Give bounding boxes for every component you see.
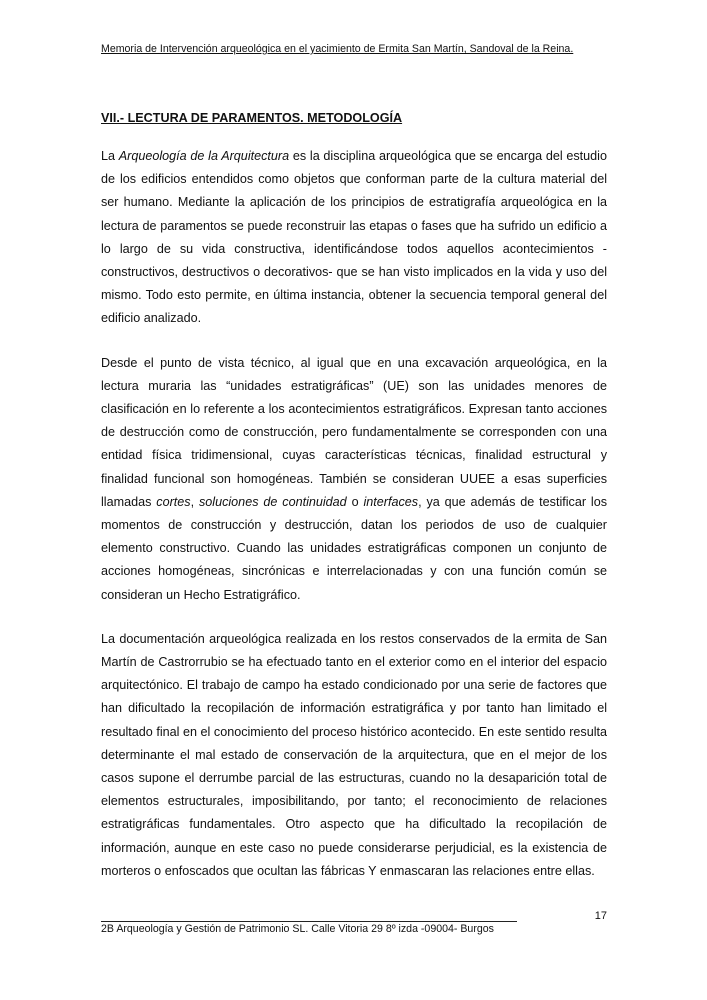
paragraph-2-italic-interfaces: interfaces [363, 494, 419, 509]
paragraph-2-italic-soluciones: soluciones de continuidad [198, 494, 347, 509]
paragraph-1-part-c: es la disciplina arqueológica que se encarga del estudio de los edificios entendidos como objetos que conforman parte de la cultura material del ser humano. Mediante la aplicación de los principios de estratigrafía arqueológica en la lectura de paramentos se puede reconstruir las etapas o fases que ha sufrido un edificio a lo largo de su vida constructiva, identificándose todos aquellos acontecimientos -constructivos, destructivos o decorativos- que se han visto implicados en la vida y uso del mismo. Todo esto permite, en última instancia, obtener la secuencia temporal general del edificio analizado. [101, 149, 607, 326]
paragraph-2 [101, 352, 607, 607]
footer-divider [101, 921, 517, 922]
paragraph-1-italic-term: Arqueología de la Arquitectura [118, 149, 290, 163]
paragraph-3: La documentación arqueológica realizada en los restos conservados de la ermita de San Martín de Castrorrubio se ha efectuado tanto en el exterior como en el interior del espacio arquitectónico. El trabajo de campo ha estado condicionado por una serie de factores que han dificultado la recopilación de información estratigráfica y por tanto han limitado el resultado final en el conocimiento del proceso histórico acontecido. En este sentido resulta determinante el mal estado de conservación de la arquitectura, que en el mejor de los casos supone el derrumbe parcial de las estructuras, cuando no la desaparición total de elementos estructurales, imposibilitando, por tanto; el reconocimiento de relaciones estratigráficas fundamentales. Otro aspecto que ha dificultado la recopilación de información, aunque en este caso no puede considerarse perjudicial, es la existencia de morteros o enfoscados que ocultan las fábricas Y enmascaran las relaciones entre ellas. [101, 631, 607, 878]
paragraph-2-part-g: , ya que además de testificar los momentos de construcción y destrucción, datan los periodos de uso de cualquier elemento constructivo. Cuando las unidades estratigráficas componen un conjunto de acciones homogéneas, sincrónicas e interrelacionadas y con una función común se consideran un Hecho Estratigráfico. [101, 494, 608, 602]
running-header: Memoria de Intervención arqueológica en el yacimiento de Ermita San Martín, Sandoval de la Reina. [101, 43, 574, 55]
section-heading: VII.- LECTURA DE PARAMENTOS. METODOLOGÍA [101, 111, 403, 125]
paragraph-2-italic-cortes: cortes [156, 494, 191, 509]
paragraph-1-part-a: La [101, 149, 119, 163]
paragraph-1 [101, 145, 607, 331]
paragraph-2-part-c: , [190, 494, 199, 509]
running-footer: 2B Arqueología y Gestión de Patrimonio SL. Calle Vitoria 29 8º izda -09004- Burgos [101, 923, 494, 935]
paragraph-2-part-e: o [346, 494, 364, 509]
body-text [101, 145, 607, 904]
page-number: 17 [594, 910, 607, 922]
paragraph-2-part-a: Desde el punto de vista técnico, al igual que en una excavación arqueológica, en la lectura muraria las “unidades estratigráficas” (UE) son las unidades menores de clasificación en lo referente a los acontecimientos estratigráficos. Expresan tanto acciones de destrucción como de construcción, pero fundamentalmente se corresponden con una entidad física tridimensional, cuyas características técnicas, finalidad estructural y finalidad funcional son homogéneas. También se consideran UUEE a esas superficies llamadas [101, 355, 607, 509]
